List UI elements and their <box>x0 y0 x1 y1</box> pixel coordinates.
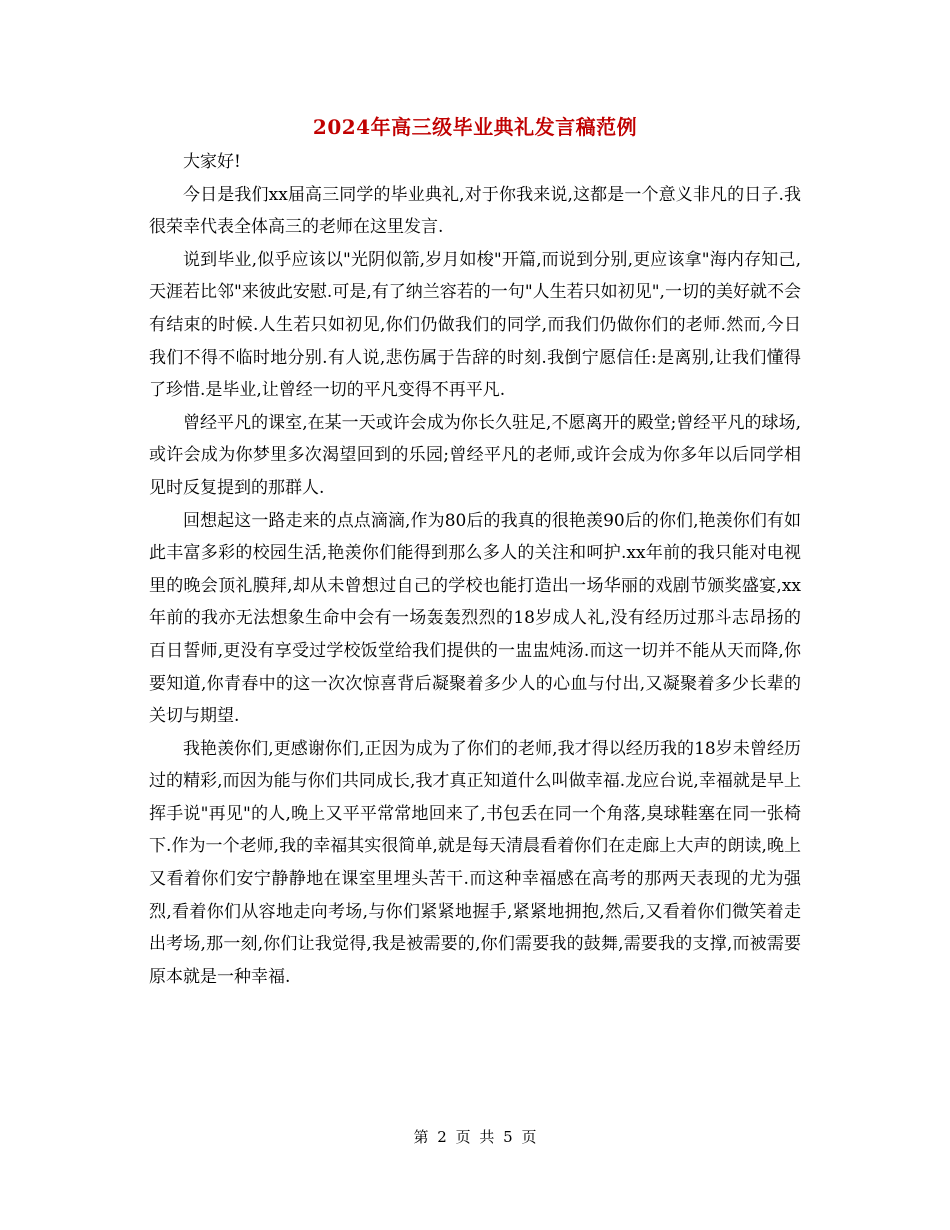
document-title: 2024年高三级毕业典礼发言稿范例 <box>312 115 638 139</box>
document-body <box>149 146 801 993</box>
paragraph-4: 回想起这一路走来的点点滴滴,作为80后的我真的很艳羡90后的你们,艳羡你们有如此丰富多彩的校园生活,艳羡你们能得到那么多人的关注和呵护.xx年前的我只能对电视里的晚会顶礼膜拜,却从未曾想过自己的学校也能打造出一场华丽的戏剧节颁奖盛宴,xx年前的我亦无法想象生命中会有一场轰轰烈烈的18岁成人礼,没有经历过那斗志昂扬的百日誓师,更没有享受过学校饭堂给我们提供的一盅盅炖汤.而这一切并不能从天而降,你要知道,你青春中的这一次次惊喜背后凝聚着多少人的心血与付出,又凝聚着多少长辈的关切与期望. <box>149 510 801 727</box>
paragraph-5: 我艳羡你们,更感谢你们,正因为成为了你们的老师,我才得以经历我的18岁未曾经历过的精彩,而因为能与你们共同成长,我才真正知道什么叫做幸福.龙应台说,幸福就是早上挥手说"再见"的人,晚上又平平常常地回来了,书包丢在同一个角落,臭球鞋塞在同一张椅下.作为一个老师,我的幸福其实很简单,就是每天清晨看着你们在走廊上大声的朗读,晚上又看着你们安宁静静地在课室里埋头苦干.而这种幸福感在高考的那两天表现的尤为强烈,看着你们从容地走向考场,与你们紧紧地握手,紧紧地拥抱,然后,又看着你们微笑着走出考场,那一刻,你们让我觉得,我是被需要的,你们需要我的鼓舞,需要我的支撑,而被需要原本就是一种幸福. <box>149 738 801 987</box>
paragraph-1: 今日是我们xx届高三同学的毕业典礼,对于你我来说,这都是一个意义非凡的日子.我很荣幸代表全体高三的老师在这里发言. <box>149 184 801 238</box>
greeting: 大家好! <box>183 152 241 172</box>
paragraph-2: 说到毕业,似乎应该以"光阴似箭,岁月如梭"开篇,而说到分别,更应该拿"海内存知己,天涯若比邻"来彼此安慰.可是,有了纳兰容若的一句"人生若只如初见",一切的美好就不会有结束的时候.人生若只如初见,你们仍做我们的同学,而我们仍做你们的老师.然而,今日我们不得不临时地分别.有人说,悲伤属于告辞的时刻.我倒宁愿信任:是离别,让我们懂得了珍惜.是毕业,让曾经一切的平凡变得不再平凡. <box>149 249 801 401</box>
page-number-footer: 第 2 页 共 5 页 <box>413 1128 537 1146</box>
paragraph-3: 曾经平凡的课室,在某一天或许会成为你长久驻足,不愿离开的殿堂;曾经平凡的球场,或许会成为你梦里多次渴望回到的乐园;曾经平凡的老师,或许会成为你多年以后同学相见时反复提到的那群人. <box>149 412 801 498</box>
